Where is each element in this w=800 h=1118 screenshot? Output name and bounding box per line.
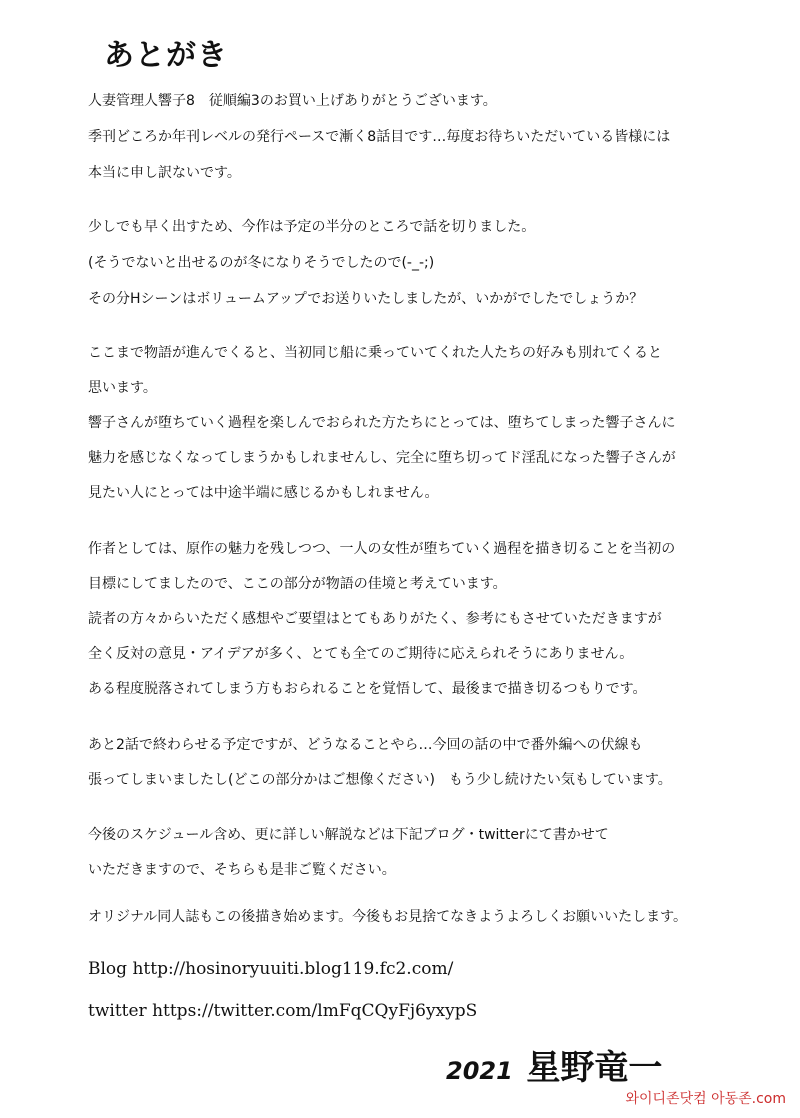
text-line: 今後のスケジュール含め、更に詳しい解説などは下記ブログ・twitterにて書かせて	[88, 827, 609, 843]
text-line: 思います。	[88, 380, 157, 396]
text-line: 見たい人にとっては中途半端に感じるかもしれません。	[88, 485, 439, 501]
text-line: 読者の方々からいただく感想やご要望はとてもありがたく、参考にもさせていただきますが	[88, 611, 662, 627]
text-line: 人妻管理人響子8 従順編3のお買い上げありがとうございます。	[88, 93, 497, 109]
signature-name: 星野竜一	[526, 1048, 663, 1088]
text-line: (そうでないと出せるのが冬になりそうでしたので(-_-;)	[88, 255, 435, 271]
author-signature	[446, 1040, 662, 1089]
text-line: あと2話で終わらせる予定ですが、どうなることやら…今回の話の中で番外編への伏線も	[88, 737, 643, 753]
text-line: いただきますので、そちらも是非ご覧ください。	[88, 862, 396, 878]
text-line: 魅力を感じなくなってしまうかもしれませんし、完全に堕ち切ってド淫乱になった響子さんが	[88, 450, 676, 466]
signature-year: 2021	[446, 1057, 513, 1085]
text-line: 響子さんが堕ちていく過程を楽しんでおられた方たちにとっては、堕ちてしまった響子さんに	[88, 415, 676, 431]
text-line: その分Hシーンはボリュームアップでお送りいたしましたが、いかがでしたでしょうか？	[88, 291, 644, 307]
text-line: ここまで物語が進んでくると、当初同じ船に乗っていてくれた人たちの好みも別れてくると	[88, 345, 662, 361]
text-line: 本当に申し訳ないです。	[88, 165, 241, 181]
text-line: 作者としては、原作の魅力を残しつつ、一人の女性が堕ちていく過程を描き切ることを当初の	[88, 541, 676, 557]
text-line: オリジナル同人誌もこの後描き始めます。今後もお見捨てなきようよろしくお願いいたします。	[88, 909, 688, 925]
text-line: 目標にしてましたので、ここの部分が物語の佳境と考えています。	[88, 576, 507, 592]
text-line: 少しでも早く出すため、今作は予定の半分のところで話を切りました。	[88, 219, 536, 235]
text-line: 張ってしまいましたし(どこの部分かはご想像ください) もう少し続けたい気もしています。	[88, 772, 672, 788]
site-watermark: 와이디존닷컴 아동존.com	[625, 1091, 786, 1107]
text-line: ある程度脱落されてしまう方もおられることを覚悟して、最後まで描き切るつもりです。	[88, 681, 647, 697]
text-line: 季刊どころか年刊レベルの発行ペースで漸く8話目です…毎度お待ちいただいている皆様には	[88, 129, 671, 145]
blog-link[interactable]: Blog http://hosinoryuuiti.blog119.fc2.com/	[88, 959, 454, 979]
page-title: あとがき	[104, 38, 228, 73]
twitter-link[interactable]: twitter https://twitter.com/lmFqCQyFj6yxypS	[88, 1001, 478, 1021]
text-line: 全く反対の意見・アイデアが多く、とても全てのご期待に応えられそうにありません。	[88, 646, 634, 662]
